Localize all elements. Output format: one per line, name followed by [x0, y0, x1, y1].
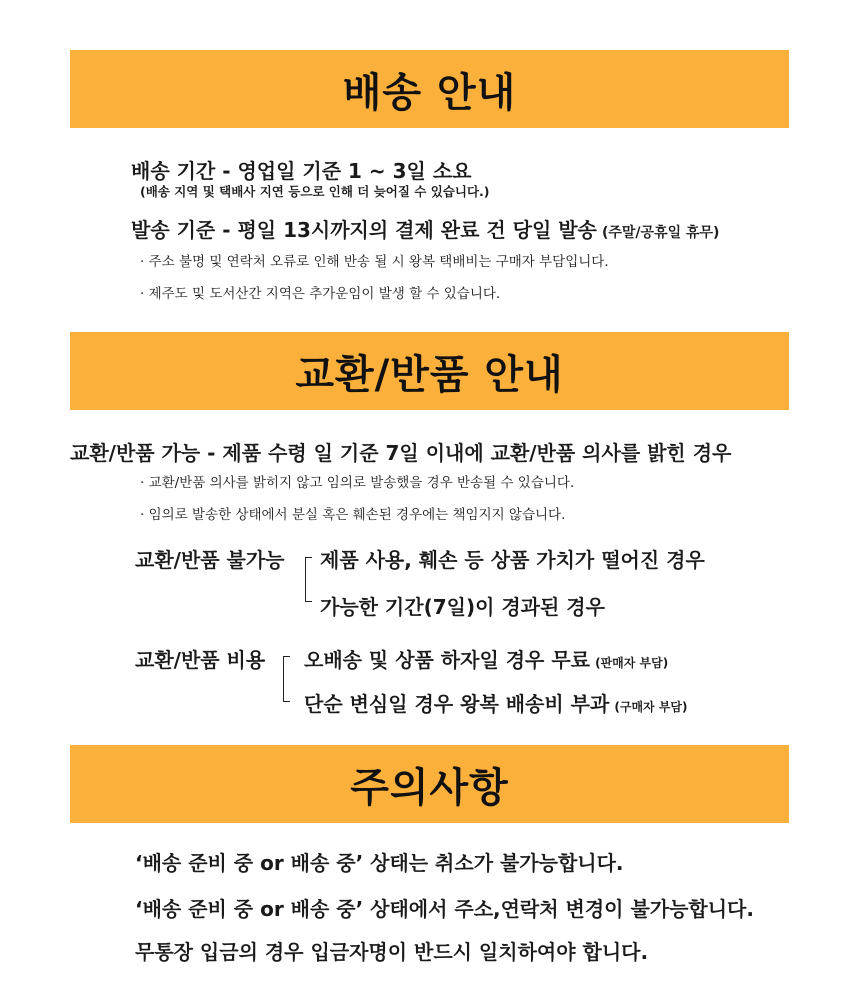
cost-bracket: [283, 656, 290, 702]
impossible-bracket: [305, 557, 312, 602]
cost-item-text: 오배송 및 상품 하자일 경우 무료: [304, 648, 590, 672]
caution-banner: [70, 745, 789, 823]
caution-title: 주의사항: [350, 764, 509, 811]
cost-item: [304, 688, 688, 717]
dispatch-text: 발송 기준 - 평일 13시까지의 결제 완료 건 당일 발송: [131, 218, 597, 242]
impossible-label: 교환/반품 불가능: [135, 548, 285, 572]
exchange-banner: [70, 332, 789, 410]
exchange-possible: 교환/반품 가능 - 제품 수령 일 기준 7일 이내에 교환/반품 의사를 밝힌 경우: [70, 441, 732, 465]
cost-item-text: 단순 변심일 경우 왕복 배송비 부과: [304, 692, 610, 716]
impossible-item: 가능한 기간(7일)이 경과된 경우: [320, 595, 605, 619]
caution-item: ‘배송 준비 중 or 배송 중’ 상태에서 주소,연락처 변경이 불가능합니다.: [135, 897, 754, 921]
caution-item: 무통장 입금의 경우 입금자명이 반드시 일치하여야 합니다.: [135, 940, 649, 964]
cost-item-paren: (판매자 부담): [595, 656, 669, 670]
dispatch-line: [131, 214, 719, 243]
shipping-banner: [70, 50, 789, 128]
exchange-note: · 임의로 발송한 상태에서 분실 혹은 훼손된 경우에는 책임지지 않습니다.: [140, 507, 566, 523]
caution-item: ‘배송 준비 중 or 배송 중’ 상태는 취소가 불가능합니다.: [135, 851, 624, 875]
cost-label: 교환/반품 비용: [135, 648, 266, 672]
exchange-note: · 교환/반품 의사를 밝히지 않고 임의로 발송했을 경우 반송될 수 있습니다.: [140, 475, 575, 491]
shipping-period: 배송 기간 - 영업일 기준 1 ~ 3일 소요: [131, 159, 472, 183]
cost-item-paren: (구매자 부담): [614, 700, 688, 714]
shipping-title: 배송 안내: [342, 69, 517, 116]
exchange-title: 교환/반품 안내: [295, 351, 564, 398]
shipping-period-note: (배송 지역 및 택배사 지연 등으로 인해 더 늦어질 수 있습니다.): [140, 184, 490, 199]
shipping-note: · 주소 불명 및 연락처 오류로 인해 반송 될 시 왕복 택배비는 구매자 부담입니다.: [140, 254, 609, 270]
shipping-note: · 제주도 및 도서산간 지역은 추가운임이 발생 할 수 있습니다.: [140, 286, 501, 302]
dispatch-paren: (주말/공휴일 휴무): [601, 225, 720, 241]
cost-item: [304, 644, 668, 673]
impossible-item: 제품 사용, 훼손 등 상품 가치가 떨어진 경우: [320, 548, 705, 572]
